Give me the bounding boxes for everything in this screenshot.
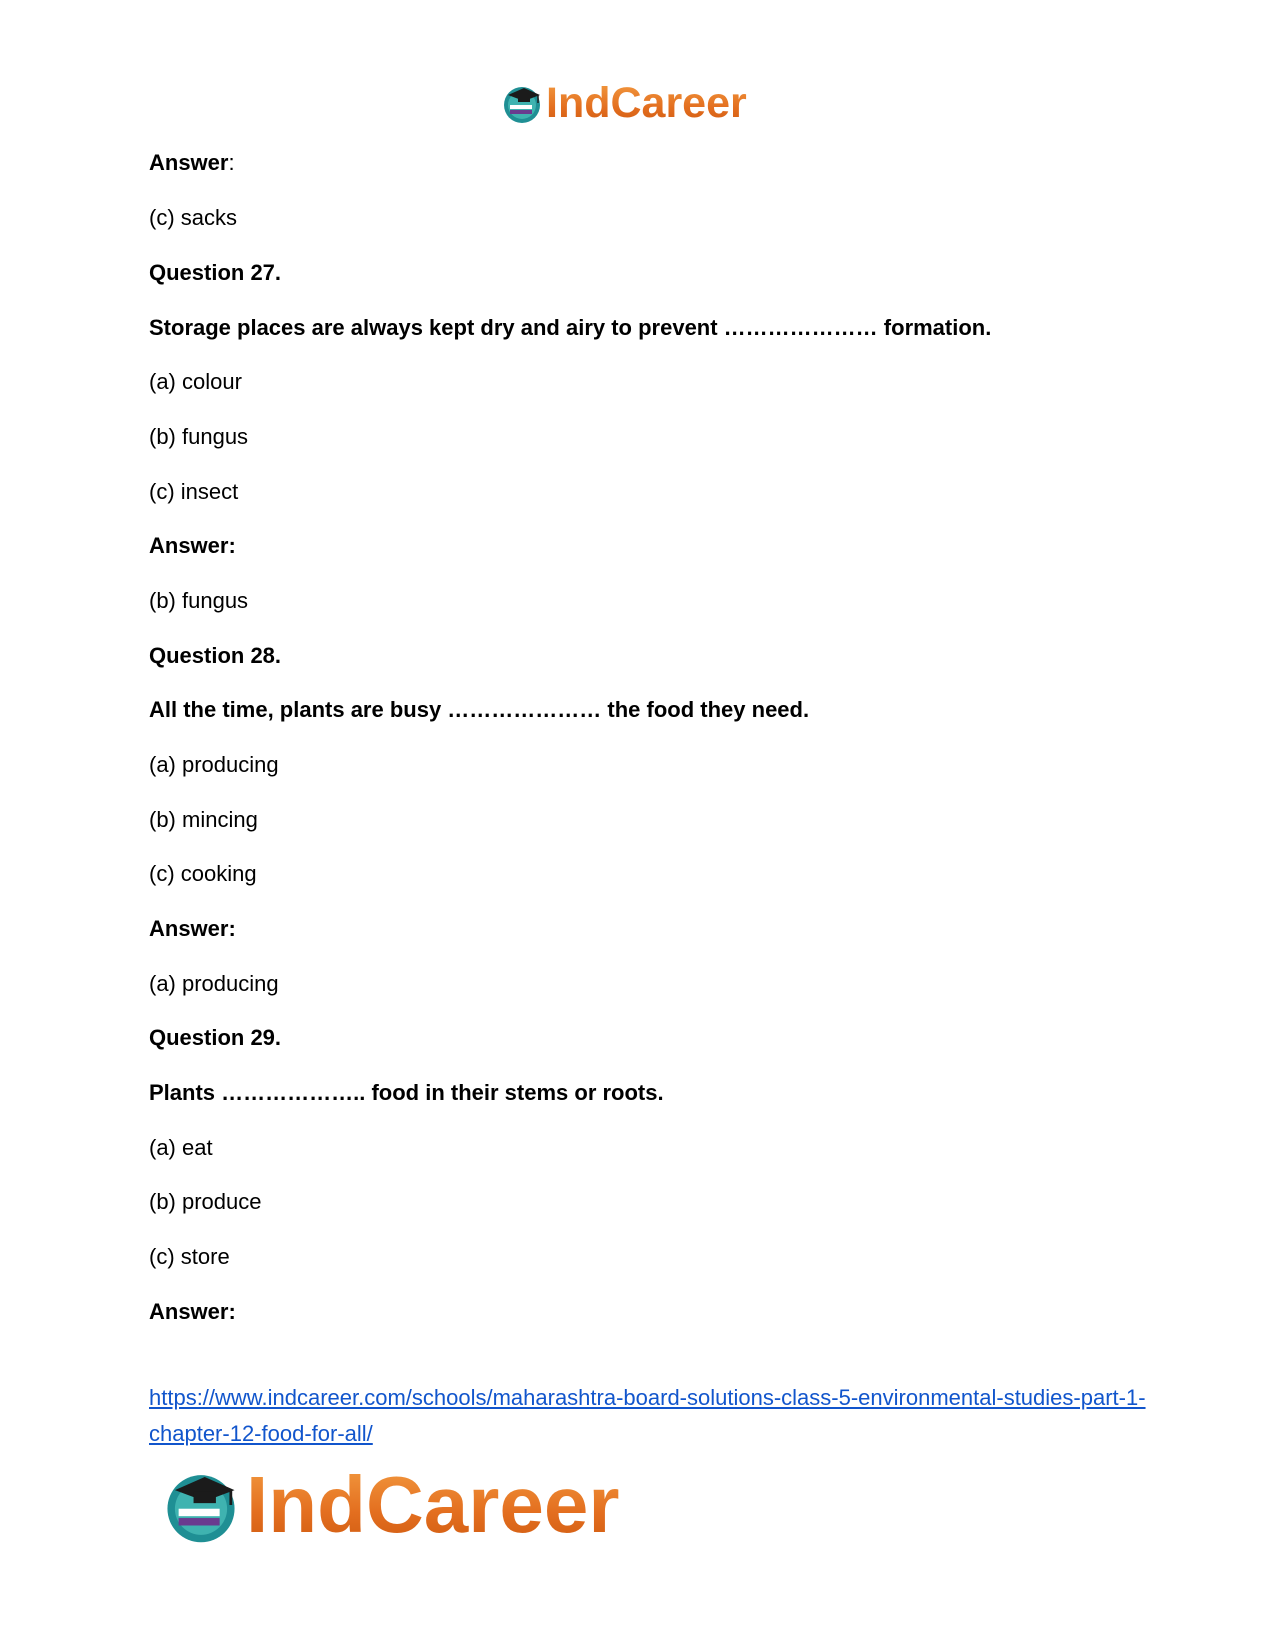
graduation-globe-icon: [500, 81, 544, 125]
question-28-text: All the time, plants are busy ………………… the food they need.: [149, 697, 810, 722]
question-28-title: Question 28.: [149, 643, 282, 668]
question-29-option-a: (a) eat: [149, 1135, 213, 1160]
indcareer-logo-bottom: [160, 1460, 619, 1550]
source-link[interactable]: https://www.indcareer.com/schools/maharashtra-board-solutions-class-5-environmental-studies-part-1-chapter-12-food-for-all/: [149, 1385, 1146, 1446]
question-28-option-c: (c) cooking: [149, 861, 257, 886]
answer-26-value: (c) sacks: [149, 205, 237, 230]
logo-wordmark: IndCareer: [546, 78, 747, 127]
indcareer-logo-top: [500, 78, 747, 128]
logo-wordmark: IndCareer: [246, 1460, 620, 1549]
question-29-option-c: (c) store: [149, 1244, 230, 1269]
question-28-option-b: (b) mincing: [149, 807, 258, 832]
question-29-answer-label: Answer:: [149, 1299, 236, 1324]
question-29-text: Plants ……………….. food in their stems or roots.: [149, 1080, 664, 1105]
answer-26: [149, 150, 235, 176]
answer-colon: :: [228, 150, 235, 175]
question-27-option-b: (b) fungus: [149, 424, 249, 449]
graduation-globe-icon: [160, 1464, 242, 1546]
question-27-text: Storage places are always kept dry and airy to prevent ………………… formation.: [149, 315, 992, 340]
question-28-answer: (a) producing: [149, 971, 279, 996]
question-27-answer-label: Answer:: [149, 533, 236, 558]
question-28-option-a: (a) producing: [149, 752, 279, 777]
question-27-option-a: (a) colour: [149, 369, 242, 394]
question-27-title: Question 27.: [149, 260, 282, 285]
question-29-option-b: (b) produce: [149, 1189, 262, 1214]
question-29-title: Question 29.: [149, 1025, 282, 1050]
question-28-answer-label: Answer:: [149, 916, 236, 941]
question-27-answer: (b) fungus: [149, 588, 249, 613]
answer-label: Answer: [149, 150, 229, 175]
question-27-option-c: (c) insect: [149, 479, 239, 504]
